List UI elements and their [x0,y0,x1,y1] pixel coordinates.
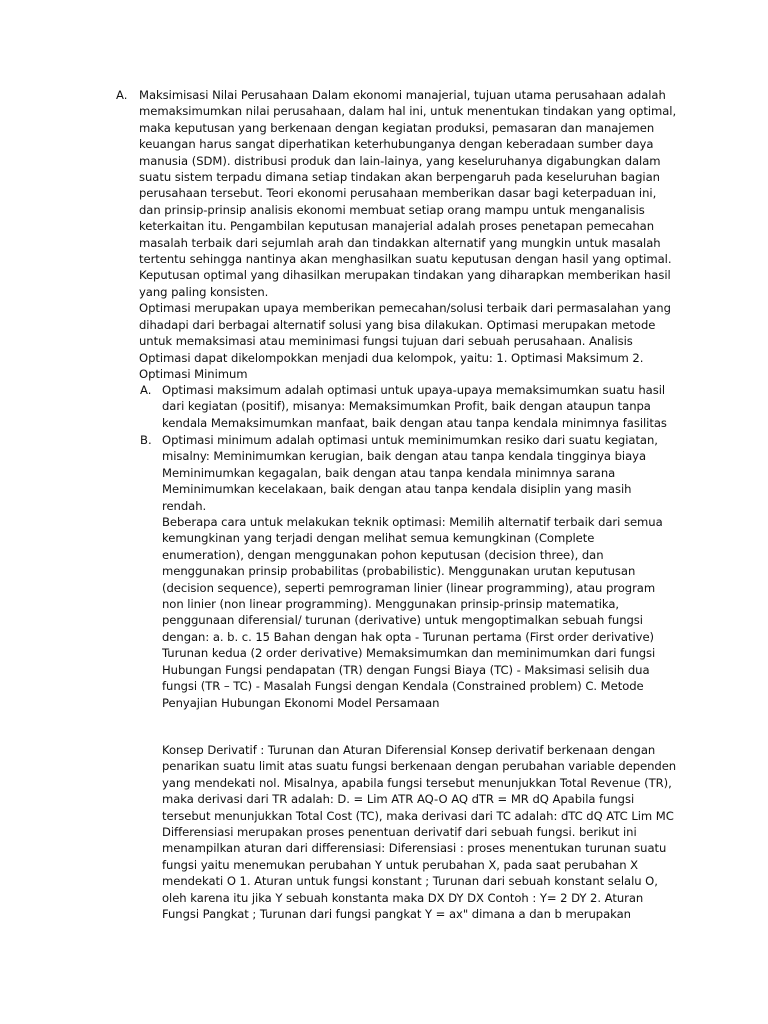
text-line: dan prinsip-prinsip analisis ekonomi membuat setiap orang mampu untuk menganalisis [139,202,645,217]
text-line: menggunakan prinsip probabilitas (probabilistic). Menggunakan urutan keputusan [162,564,636,579]
sub-a-paragraph [162,382,682,431]
text-line: penarikan suatu limit atas suatu fungsi berkenaan dengan perubahan variable dependen [162,759,677,774]
text-line: misalny: Meminimumkan kerugian, baik dengan atau tanpa kendala tingginya biaya [162,449,647,464]
text-line: yang paling konsisten. [139,284,269,299]
section-a-paragraph [139,87,679,382]
text-line: tertentu sehingga nantinya akan menghasilkan suatu keputusan dengan hasil yang optimal. [139,252,672,267]
sub-b-paragraph [162,432,682,711]
text-line: non linier (non linear programming). Menggunakan prinsip-prinsip matematika, [162,597,620,612]
text-line: dengan: a. b. c. 15 Bahan dengan hak opta - Turunan pertama (First order derivative) [162,629,655,644]
text-line: manusia (SDM). distribusi produk dan lain-lainya, yang keseluruhanya digabungkan dalam [139,153,661,168]
sub-a-marker: A. [140,383,152,397]
text-line: Optimasi minimum adalah optimasi untuk meminimumkan resiko dari suatu kegiatan, [162,433,658,447]
konsep-derivatif-paragraph [162,742,702,922]
text-line: fungsi (TR – TC) - Masalah Fungsi dengan Kendala (Constrained problem) C. Metode [162,679,644,694]
text-line: Beberapa cara untuk melakukan teknik optimasi: Memilih alternatif terbaik dari semua [162,515,663,530]
text-line: Maksimisasi Nilai Perusahaan Dalam ekonomi manajerial, tujuan utama perusahaan adalah [139,88,666,102]
text-line: penggunaan diferensial/ turunan (derivative) untuk mengoptimalkan sebuah fungsi [162,613,643,628]
text-line: fungsi yaitu menemukan perubahan Y untuk perubahan X, pada saat perubahan X [162,857,639,872]
text-line: (decision sequence), seperti pemrograman linier (linear programming), atau program [162,580,656,595]
text-line: Meminimumkan kecelakaan, baik dengan atau tanpa kendala disiplin yang masih [162,482,632,497]
sub-b-marker: B. [140,433,152,447]
text-line: kemungkinan yang terjadi dengan melihat semua kemungkinan (Complete [162,531,595,546]
text-line: Optimasi dapat dikelompokkan menjadi dua kelompok, yaitu: 1. Optimasi Maksimum 2. [139,350,644,365]
text-line: memaksimumkan nilai perusahaan, dalam hal ini, untuk menentukan tindakan yang optimal, [139,104,677,119]
text-line: Keputusan optimal yang dihasilkan merupakan tindakan yang diharapkan memberikan hasil [139,268,671,283]
text-line: Fungsi Pangkat ; Turunan dari fungsi pangkat Y = ax" dimana a dan b merupakan [162,907,631,922]
section-a-marker: A. [116,88,128,102]
text-line: perusahaan tersebut. Teori ekonomi perusahaan memberikan dasar bagi keterpaduan ini, [139,186,657,201]
text-line: mendekati O 1. Aturan untuk fungsi konstant ; Turunan dari sebuah konstant selalu O, [162,874,658,889]
text-line: Optimasi merupakan upaya memberikan pemecahan/solusi terbaik dari permasalahan yang [139,301,671,316]
text-line: masalah terbaik dari sejumlah arah dan tindakkan alternatif yang mungkin untuk masalah [139,235,661,250]
text-line: untuk memaksimasi atau meminimasi fungsi tujuan dari sebuah perusahaan. Analisis [139,334,633,349]
text-line: Optimasi maksimum adalah optimasi untuk upaya-upaya memaksimumkan suatu hasil [162,383,666,397]
text-line: yang mendekati nol. Misalnya, apabila fungsi tersebut menunjukkan Total Revenue (TR), [162,775,672,790]
text-line: kendala Memaksimumkan manfaat, baik dengan atau tanpa kendala minimnya fasilitas [162,415,667,430]
text-line: menampilkan aturan dari differensiasi: Diferensiasi : proses menentukan turunan suatu [162,841,667,856]
text-line: Konsep Derivatif : Turunan dan Aturan Diferensial Konsep derivatif berkenaan dengan [162,743,656,757]
text-line: rendah. [162,498,207,513]
text-line: maka keputusan yang berkenaan dengan kegiatan produksi, pemasaran dan manajemen [139,120,655,135]
text-line: Meminimumkan kegagalan, baik dengan atau tanpa kendala minimnya sarana [162,465,616,480]
text-line: suatu sistem terpadu dimana setiap tindakan akan berpengaruh pada keseluruhan bagian [139,170,660,185]
text-line: keuangan harus sangat diperhatikan keterhubunganya dengan keberadaan sumber daya [139,137,654,152]
text-line: enumeration), dengan menggunakan pohon keputusan (decision three), dan [162,547,604,562]
text-line: tersebut menunjukkan Total Cost (TC), maka derivasi dari TC adalah: dTC dQ ATC Lim MC [162,808,674,823]
text-line: dihadapi dari berbagai alternatif solusi yang bisa dilakukan. Optimasi merupakan metode [139,317,656,332]
text-line: oleh karena itu jika Y sebuah konstanta maka DX DY DX Contoh : Y= 2 DY 2. Aturan [162,890,644,905]
text-line: keterkaitan itu. Pengambilan keputusan manajerial adalah proses penetapan pemecahan [139,219,655,234]
text-line: Optimasi Minimum [139,366,248,381]
text-line: Differensiasi merupakan proses penentuan derivatif dari sebuah fungsi. berikut ini [162,825,637,840]
text-line: Penyajian Hubungan Ekonomi Model Persamaan [162,695,440,710]
text-line: Turunan kedua (2 order derivative) Memaksimumkan dan meminimumkan dari fungsi [162,646,656,661]
text-line: dari kegiatan (positif), misanya: Memaksimumkan Profit, baik dengan ataupun tanpa [162,399,651,414]
text-line: Hubungan Fungsi pendapatan (TR) dengan Fungsi Biaya (TC) - Maksimasi selisih dua [162,662,650,677]
text-line: maka derivasi dari TR adalah: D. = Lim ATR AQ-O AQ dTR = MR dQ Apabila fungsi [162,792,635,807]
